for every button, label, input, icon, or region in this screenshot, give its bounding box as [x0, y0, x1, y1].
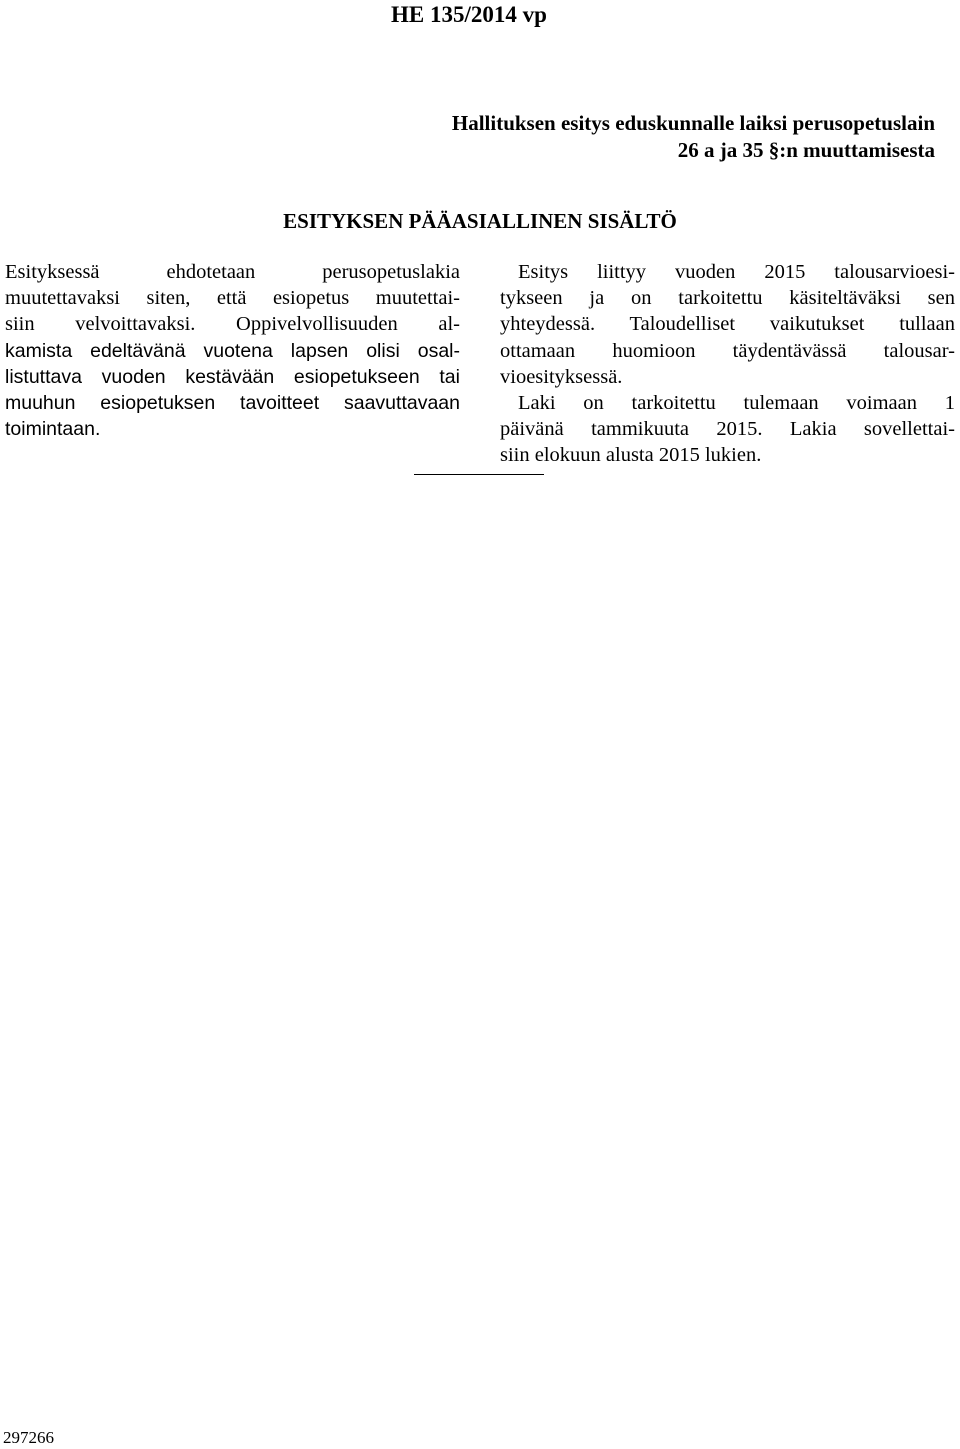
text-line: siin elokuun alusta 2015 lukien.: [500, 444, 762, 467]
left-column: [5, 259, 460, 442]
text-line: ottamaan huomioon täydentävässä talousar-: [500, 339, 955, 362]
document-title: [200, 110, 935, 164]
text-line: Esityksessä ehdotetaan perusopetuslakia: [5, 261, 460, 283]
title-line-2: 26 a ja 35 §:n muuttamisesta: [677, 138, 935, 162]
text-line: muutettavaksi siten, että esiopetus muutettai-: [5, 287, 460, 310]
section-separator: [414, 474, 544, 475]
text-line: toimintaan.: [5, 418, 101, 441]
text-line: siin velvoittavaksi. Oppivelvollisuuden al-: [5, 313, 460, 336]
text-line: tykseen ja on tarkoitettu käsiteltäväksi sen: [500, 287, 955, 310]
section-heading: ESITYKSEN PÄÄASIALLINEN SISÄLTÖ: [283, 209, 677, 233]
text-line: vioesityksessä.: [500, 365, 623, 388]
text-line: yhteydessä. Taloudelliset vaikutukset tullaan: [500, 313, 955, 336]
text-line: muuhun esiopetuksen tavoitteet saavuttavaan: [5, 392, 460, 415]
entry-into-force-paragraph: [500, 390, 955, 469]
text-line: kamista edeltävänä vuotena lapsen olisi osal-: [5, 339, 460, 362]
text-line: päivänä tammikuuta 2015. Lakia sovellettai-: [500, 418, 955, 441]
text-line: Laki on tarkoitettu tulemaan voimaan 1: [518, 392, 955, 415]
document-id: HE 135/2014 vp: [391, 2, 547, 27]
page-code: 297266: [3, 1428, 54, 1447]
summary-paragraph: [5, 259, 460, 442]
budget-paragraph: [500, 259, 955, 390]
text-line: listuttava vuoden kestävään esiopetukseen tai: [5, 365, 460, 388]
title-line-1: Hallituksen esitys eduskunnalle laiksi perusopetuslain: [451, 111, 935, 135]
text-line: Esitys liittyy vuoden 2015 talousarvioesi-: [518, 261, 955, 283]
right-column: [500, 259, 955, 469]
